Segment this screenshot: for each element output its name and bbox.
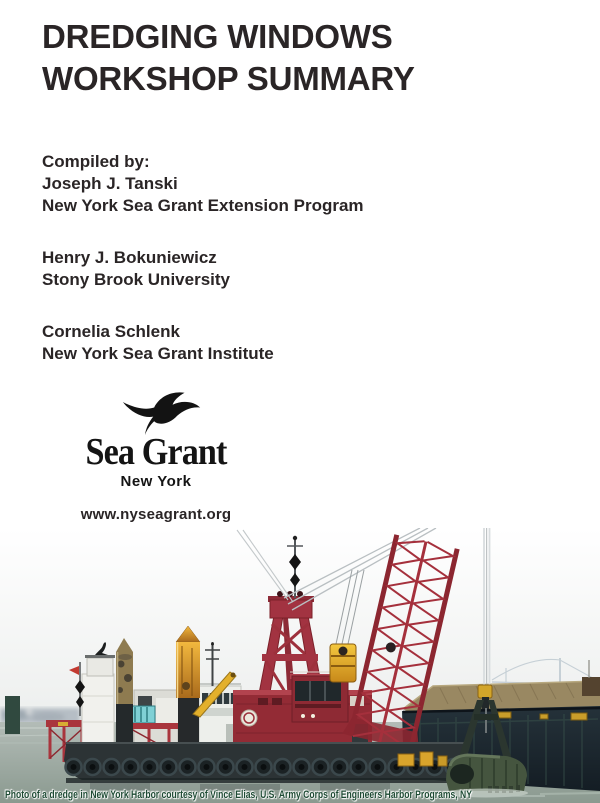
dredge-photo-graphic <box>0 528 600 803</box>
credit-group <box>42 247 364 291</box>
logo-org-name: Sea Grant <box>85 431 227 473</box>
seagull-icon <box>106 390 206 436</box>
credits-block <box>42 151 364 395</box>
title-line-2: WORKSHOP SUMMARY <box>42 60 415 97</box>
credit-group <box>42 151 364 217</box>
seagrant-logo <box>70 390 242 490</box>
dredge-photo <box>0 528 600 803</box>
credit-affiliation: New York Sea Grant Extension Program <box>42 196 364 215</box>
credit-name: Cornelia Schlenk <box>42 322 180 341</box>
photo-caption: Photo of a dredge in New York Harbor courtesy of Vince Elias, U.S. Army Corps of Engineers Harbor Programs, NY <box>5 789 472 801</box>
title-line-1: DREDGING WINDOWS <box>42 18 393 55</box>
website-url[interactable]: www.nyseagrant.org <box>80 506 232 523</box>
spud-2 <box>176 626 200 752</box>
credit-group <box>42 321 364 365</box>
credits-heading: Compiled by: <box>42 152 150 171</box>
page-title <box>42 16 415 100</box>
credit-affiliation: New York Sea Grant Institute <box>42 344 274 363</box>
logo-region: New York <box>120 473 192 490</box>
credit-name: Joseph J. Tanski <box>42 174 178 193</box>
credit-affiliation: Stony Brook University <box>42 270 230 289</box>
spud-1 <box>116 638 133 752</box>
credit-name: Henry J. Bokuniewicz <box>42 248 217 267</box>
crane-barge-hull <box>64 742 466 783</box>
